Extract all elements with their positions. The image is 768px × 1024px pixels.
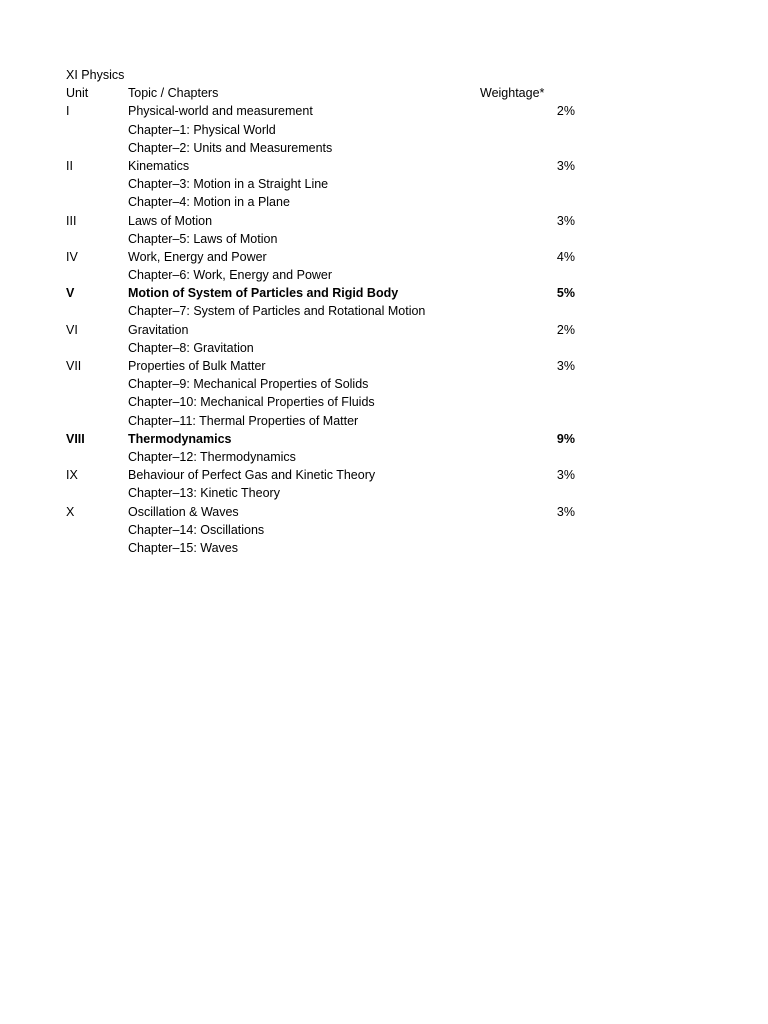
unit-row <box>66 321 586 339</box>
chapter-title: Chapter–7: System of Particles and Rotational Motion <box>128 304 426 319</box>
unit-number: II <box>66 158 73 173</box>
chapter-row <box>66 448 586 466</box>
unit-number: V <box>66 286 75 301</box>
chapter-row <box>66 521 586 539</box>
chapter-row <box>66 139 586 157</box>
unit-row <box>66 102 586 120</box>
document-title-row <box>66 66 586 84</box>
unit-row <box>66 157 586 175</box>
unit-number: VI <box>66 322 78 337</box>
unit-topic: Thermodynamics <box>128 431 232 446</box>
syllabus-table-body <box>66 102 586 557</box>
chapter-title: Chapter–2: Units and Measurements <box>128 140 333 155</box>
weightage-value: 3% <box>556 504 575 519</box>
unit-topic: Gravitation <box>128 322 189 337</box>
topic-column-header: Topic / Chapters <box>128 86 219 101</box>
chapter-row <box>66 375 586 393</box>
unit-topic: Oscillation & Waves <box>128 504 239 519</box>
chapter-title: Chapter–5: Laws of Motion <box>128 231 278 246</box>
chapter-row <box>66 175 586 193</box>
chapter-row <box>66 393 586 411</box>
unit-row <box>66 466 586 484</box>
unit-number: VII <box>66 359 82 373</box>
chapter-title: Chapter–11: Thermal Properties of Matter <box>128 413 359 428</box>
chapter-row <box>66 539 586 557</box>
weightage-value: 3% <box>556 468 575 483</box>
weightage-value: 3% <box>556 213 575 228</box>
chapter-row <box>66 302 586 320</box>
unit-topic: Work, Energy and Power <box>128 249 267 264</box>
document-title: XI Physics <box>66 68 125 82</box>
chapter-title: Chapter–14: Oscillations <box>128 522 265 537</box>
chapter-title: Chapter–12: Thermodynamics <box>128 449 296 464</box>
weightage-column-header: Weightage* <box>480 86 545 101</box>
chapter-row <box>66 412 586 430</box>
weightage-value: 2% <box>556 322 575 337</box>
chapter-title: Chapter–4: Motion in a Plane <box>128 195 290 210</box>
chapter-title: Chapter–10: Mechanical Properties of Fluids <box>128 395 375 410</box>
unit-row <box>66 503 586 521</box>
chapter-title: Chapter–8: Gravitation <box>128 340 254 355</box>
unit-topic: Properties of Bulk Matter <box>128 359 266 373</box>
table-header-row <box>66 84 586 102</box>
chapter-row <box>66 121 586 139</box>
unit-row <box>66 357 586 375</box>
weightage-value: 3% <box>556 359 575 373</box>
unit-number: IX <box>66 468 78 483</box>
syllabus-document <box>66 66 586 557</box>
unit-row <box>66 212 586 230</box>
unit-number: IV <box>66 249 78 264</box>
unit-row <box>66 284 586 302</box>
unit-number: X <box>66 504 75 519</box>
unit-number: VIII <box>66 431 85 446</box>
unit-topic: Kinematics <box>128 158 190 173</box>
weightage-value: 9% <box>556 431 575 446</box>
unit-row <box>66 248 586 266</box>
unit-topic: Physical-world and measurement <box>128 104 313 119</box>
weightage-value: 3% <box>556 158 575 173</box>
weightage-value: 5% <box>556 286 575 301</box>
chapter-title: Chapter–9: Mechanical Properties of Solids <box>128 377 369 392</box>
chapter-title: Chapter–1: Physical World <box>128 122 276 137</box>
chapter-row <box>66 266 586 284</box>
weightage-value: 4% <box>556 249 575 264</box>
chapter-title: Chapter–6: Work, Energy and Power <box>128 268 333 283</box>
unit-row <box>66 430 586 448</box>
chapter-row <box>66 230 586 248</box>
chapter-row <box>66 484 586 502</box>
chapter-row <box>66 339 586 357</box>
chapter-title: Chapter–15: Waves <box>128 540 239 555</box>
unit-topic: Behaviour of Perfect Gas and Kinetic Theory <box>128 468 376 483</box>
weightage-value: 2% <box>556 104 575 119</box>
chapter-row <box>66 193 586 211</box>
unit-column-header: Unit <box>66 86 89 101</box>
chapter-title: Chapter–13: Kinetic Theory <box>128 486 280 501</box>
chapter-title: Chapter–3: Motion in a Straight Line <box>128 177 329 192</box>
unit-topic: Laws of Motion <box>128 213 213 228</box>
unit-number: I <box>66 104 70 119</box>
unit-topic: Motion of System of Particles and Rigid Body <box>128 286 399 301</box>
unit-number: III <box>66 213 77 228</box>
